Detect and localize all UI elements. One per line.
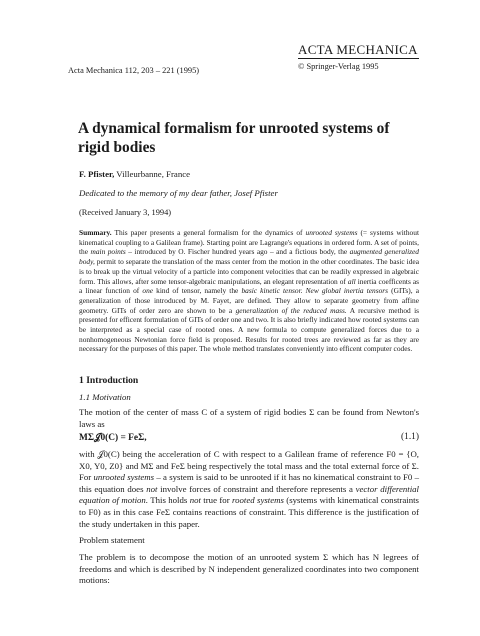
abstract-emph: unrooted systems — [305, 228, 358, 237]
abstract-emph: one — [142, 286, 154, 296]
author-line — [79, 169, 190, 179]
para-emph: vector differential equation of motion. — [79, 483, 419, 506]
abstract-text: kind of tensor, namely the — [153, 286, 242, 296]
abstract-emph: augmented generalized body, — [79, 247, 419, 267]
para-text: – a system is said to be unrooted if it has no kinematical constraint to F0 – this equation does — [79, 472, 419, 494]
paper-title: A dynamical formalism for unrooted systems of rigid bodies — [78, 120, 390, 156]
paragraph-motivation: The motion of the center of mass C of a system of rigid bodies Σ can be found from Newton's laws as — [79, 407, 419, 429]
abstract-text: – introduced by O. Fischer hundred years ago – and a fictious body, the — [125, 247, 350, 257]
author-name: F. Pfister, — [79, 169, 115, 179]
paragraph-problem: The problem is to decompose the motion of an unrooted system Σ which has N legrees of freedoms and which is described by N independent generalized coordinates into two component motions: — [79, 552, 419, 586]
copyright-line: © Springer-Verlag 1995 — [298, 62, 379, 71]
para-text: with 𝒥0(C) being the acceleration of C with respect to a Galilean frame of reference F0 = {O, X0, Y0, Z0} and MΣ and FeΣ being respectively the total mass and the total external force of Σ. For — [79, 449, 419, 483]
abstract — [79, 228, 419, 354]
paragraph-unrooted — [79, 449, 419, 530]
abstract-label: Summary. — [79, 228, 112, 237]
abstract-emph: all — [347, 276, 356, 286]
equation-expression: MΣ𝒥0(C) = FeΣ, — [79, 433, 147, 443]
para-text: involve forces of constraint and therefore represents a — [157, 483, 356, 494]
para-emph: unrooted systems — [93, 472, 155, 483]
section-heading: 1 Introduction — [79, 375, 139, 386]
abstract-text: permit to separate the translation of the mass center from the motion in the other coordinates. The basic idea is to break up the virtual velocity of a particle into component velocities that can be readily expressed in algebraic form. This allows, after some tensor-algebraic manipulations, an elegant representation of — [79, 257, 419, 286]
problem-statement-heading: Problem statement — [79, 535, 145, 545]
received-date: (Received January 3, 1994) — [79, 208, 172, 217]
abstract-text: A recursive method is presented for efficent formulation of GITs of order one and two. It is also briefly indicated how rooted systems can be interpreted as a special case of rooted ones. A new formula to compute generalized forces due to a nonhomogeneous Newtonian force field is proposed. Results for rooted trees are reviewed as far as they are necessary for the purposes of this paper. The whole method translates conveniently into efficent computer codes. — [79, 305, 420, 354]
header-rule — [298, 58, 419, 59]
para-emph: rooted systems — [232, 495, 284, 506]
abstract-emph: main points — [90, 247, 126, 257]
para-emph: not — [146, 483, 158, 494]
journal-name: ACTA MECHANICA — [298, 42, 418, 57]
abstract-text: inertia coefficents as a linear function of — [79, 276, 419, 296]
abstract-text: (= systems without kinematical coupling to a Galilean frame). Starting point are Lagrange's equations in ordered form. A set of points, the — [79, 228, 419, 257]
para-text: This holds — [148, 495, 190, 506]
abstract-text: (GITs), a generalization of those introduced by M. Fayet, are defined. They allow to separate geometry from affine geometry. GITs of order zero are shown to be a — [79, 286, 420, 315]
equation-1-1 — [79, 432, 419, 446]
abstract-emph: basic kinetic tensor. New global inertia tensors — [241, 286, 389, 296]
author-affiliation: Villeurbanne, France — [114, 169, 191, 179]
abstract-emph: generalization of the reduced mass. — [235, 305, 347, 315]
subsection-heading: 1.1 Motivation — [79, 392, 131, 402]
para-emph: not — [189, 495, 201, 506]
para-text: (systems with kinematical constraints to F0) as in this case FeΣ contains reactions of constraint. This difference is the justification of the study undertaken in this paper. — [79, 495, 419, 529]
equation-number: (1.1) — [401, 432, 419, 442]
citation-line: Acta Mechanica 112, 203 – 221 (1995) — [68, 66, 200, 75]
dedication: Dedicated to the memory of my dear father, Josef Pfister — [79, 188, 278, 198]
abstract-text: This paper presents a general formalism for the dynamics of — [111, 228, 306, 237]
para-text: true for — [200, 495, 232, 506]
